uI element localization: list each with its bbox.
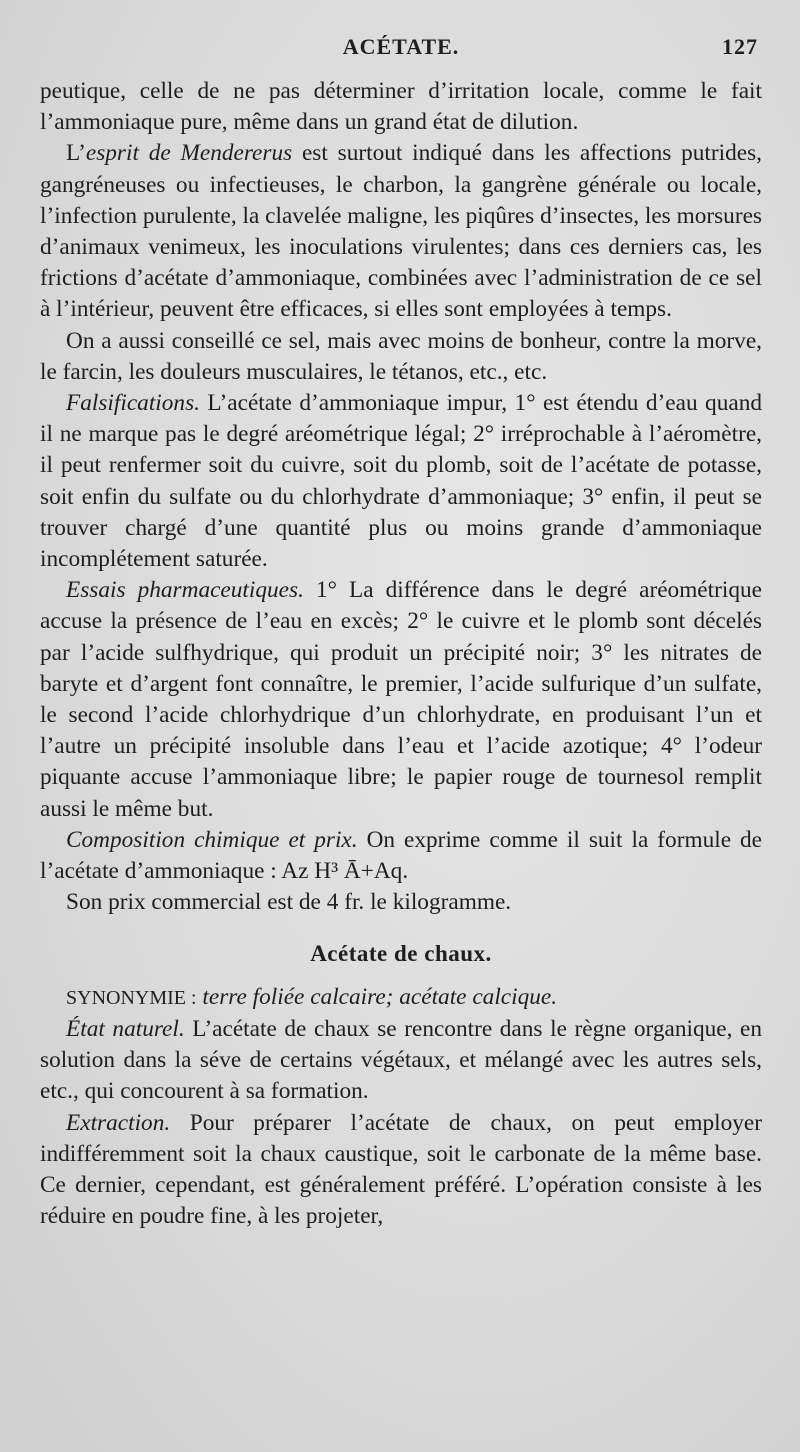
paragraph bbox=[40, 326, 762, 388]
paragraph bbox=[40, 1108, 762, 1233]
text-run: L’ bbox=[66, 140, 86, 167]
text-run: Pour préparer l’acétate de chaux, on peut employer indifféremment soit la chaux caustique, soit le carbonate de la même base. Ce dernier, cependant, est généralement préféré. L’opération consiste à les réduire en poudre fine, à les projeter, bbox=[40, 1109, 762, 1230]
page-number: 127 bbox=[722, 34, 758, 59]
synonymie-line bbox=[40, 982, 762, 1014]
paragraph bbox=[40, 138, 762, 325]
body-text bbox=[40, 76, 762, 1232]
paragraph bbox=[40, 76, 762, 138]
text-run: 1° La différence dans le degré aréométrique accuse la présence de l’eau en excès; 2° le cuivre et le plomb sont décelés par l’acide sulfhydrique, qui produit un précipité noir; 3° les nitrates de baryte et d’argent font connaître, le premier, l’acide sulfurique d’un sulfate, le second l’acide chlorhydrique d’un chlorhydrate, en produisant l’un et l’autre un précipité insoluble dans l’eau et l’acide azotique; 4° l’odeur piquante accuse l’ammoniaque libre; le papier rouge de tournesol remplit aussi le même but. bbox=[40, 577, 762, 822]
paragraph bbox=[40, 887, 762, 918]
italic-lead: Composition chimique et prix. bbox=[66, 826, 358, 853]
italic-lead: esprit de Mendererus bbox=[85, 140, 293, 167]
paragraph bbox=[40, 388, 762, 575]
paragraph bbox=[40, 825, 762, 887]
text-run: Son prix commercial est de 4 fr. le kilogramme. bbox=[66, 889, 512, 916]
italic-lead: Extraction. bbox=[66, 1109, 171, 1136]
text-run: On exprime comme il suit la formule de l’acétate d’ammoniaque : Az H³ Ā+Aq. bbox=[40, 826, 763, 885]
text-run: est surtout indiqué dans les affections putrides, gangréneuses ou infectieuses, le charbon, la gangrène générale ou locale, l’infection purulente, la clavelée maligne, les piqûres d’insectes, les morsures d’animaux venimeux, les inoculations virulentes; dans ces derniers cas, les frictions d’acétate d’ammoniaque, combinées avec l’administration de ce sel à l’intérieur, peuvent être efficaces, si elles sont employées à temps. bbox=[40, 140, 762, 323]
paragraph bbox=[40, 1014, 762, 1108]
page-header bbox=[40, 30, 762, 76]
section-heading: Acétate de chaux. bbox=[310, 941, 492, 967]
italic-lead: Falsifications. bbox=[66, 390, 200, 417]
paragraph bbox=[40, 575, 762, 825]
text-run: On a aussi conseillé ce sel, mais avec moins de bonheur, contre la morve, le farcin, les douleurs musculaires, le tétanos, etc., etc. bbox=[40, 327, 762, 385]
running-title: ACÉTATE. bbox=[342, 34, 460, 59]
text-run: peutique, celle de ne pas déterminer d’irritation locale, comme le fait l’ammoniaque pure, même dans un grand état de dilution. bbox=[40, 78, 762, 136]
synonymie-label: SYNONYMIE : bbox=[66, 986, 197, 1009]
text-run: L’acétate d’ammoniaque impur, 1° est étendu d’eau quand il ne marque pas le degré aréométrique légal; 2° irréprochable à l’aéromètre, il peut renfermer soit du cuivre, soit du plomb, soit de l’acétate de potasse, soit enfin du sulfate ou du chlorhydrate d’ammoniaque; 3° enfin, il peut se trouver chargé d’une quantité plus ou moins grande d’ammoniaque incomplétement saturée. bbox=[40, 390, 762, 573]
italic-lead: Essais pharmaceutiques. bbox=[66, 577, 304, 604]
synonymie-text: terre foliée calcaire; acétate calcique. bbox=[202, 983, 558, 1010]
italic-lead: État naturel. bbox=[66, 1015, 185, 1042]
text-run: L’acétate de chaux se rencontre dans le règne organique, en solution dans la séve de certains végétaux, et mélangé avec les autres sels, etc., qui concourent à sa formation. bbox=[40, 1015, 762, 1105]
